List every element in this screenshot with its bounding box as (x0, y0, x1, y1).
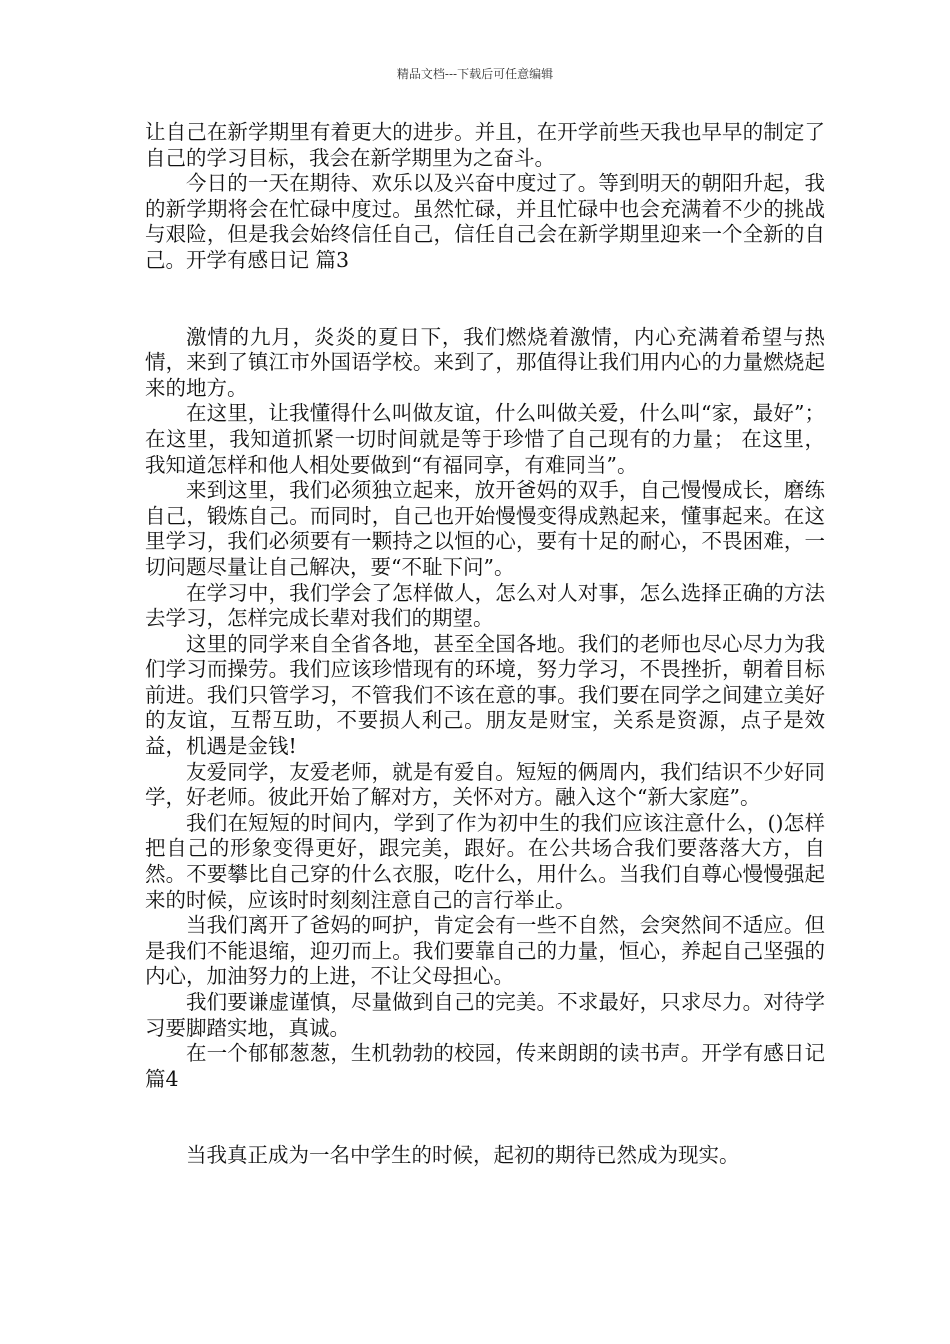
paragraph: 激情的九月，炎炎的夏日下，我们燃烧着激情，内心充满着希望与热情，来到了镇江市外国语学校。来到了，那值得让我们用内心的力量燃烧起来的地方。 (145, 324, 825, 400)
paragraph: 当我真正成为一名中学生的时候，起初的期待已然成为现实。 (186, 1143, 740, 1168)
paragraph: 在学习中，我们学会了怎样做人，怎么对人对事，怎么选择正确的方法去学习，怎样完成长辈对我们的期望。 (145, 580, 825, 631)
paragraph: 在一个郁郁葱葱，生机勃勃的校园，传来朗朗的读书声。开学有感日记 篇4 (145, 1041, 825, 1091)
paragraph: 在这里，让我懂得什么叫做友谊，什么叫做关爱，什么叫“家，最好”； 在这里，我知道抓紧一切时间就是等于珍惜了自己现有的力量； 在这里， 我知道怎样和他人相处要做到“有福同享，有难同当”。 (145, 401, 825, 477)
page-header: 精品文档---下载后可任意编辑 (396, 67, 554, 81)
paragraph: 让自己在新学期里有着更大的进步。并且，在开学前些天我也早早的制定了自己的学习目标，我会在新学期里为之奋斗。 (145, 120, 825, 170)
paragraph: 当我们离开了爸妈的呵护，肯定会有一些不自然，会突然间不适应。但是我们不能退缩，迎刃而上。我们要靠自己的力量，恒心，养起自己坚强的内心，加油努力的上进，不让父母担心。 (145, 913, 825, 989)
paragraph: 友爱同学，友爱老师，就是有爱自。短短的俩周内，我们结识不少好同学，好老师。彼此开始了解对方，关怀对方。融入这个“新大家庭”。 (145, 759, 825, 810)
paragraph: 这里的同学来自全省各地，甚至全国各地。我们的老师也尽心尽力为我们学习而操劳。我们应该珍惜现有的环境，努力学习，不畏挫折，朝着目标前进。我们只管学习，不管我们不该在意的事。我们要在同学之间建立美好的友谊，互帮互助，不要损人利己。朋友是财宝，关系是资源，点子是效益，机遇是金钱! (145, 631, 825, 759)
paragraph: 我们在短短的时间内，学到了作为初中生的我们应该注意什么，()怎样把自己的形象变得更好，跟完美，跟好。在公共场合我们要落落大方，自然。不要攀比自己穿的什么衣服，吃什么，用什么。当我们自尊心慢慢强起来的时候，应该时时刻刻注意自己的言行举止。 (145, 810, 825, 912)
paragraph: 今日的一天在期待、欢乐以及兴奋中度过了。等到明天的朝阳升起，我的新学期将会在忙碌中度过。虽然忙碌，并且忙碌中也会充满着不少的挑战与艰险，但是我会始终信任自己，信任自己会在新学期里迎来一个全新的自己。开学有感日记 篇3 (145, 171, 825, 272)
document-body (145, 120, 825, 1169)
paragraph: 来到这里，我们必须独立起来，放开爸妈的双手，自己慢慢成长，磨练自己，锻炼自己。而同时，自己也开始慢慢变得成熟起来，懂事起来。在这里学习，我们必须要有一颗持之以恒的心，要有十足的耐心，不畏困难，一切问题尽量让自己解决，要“不耻下问”。 (145, 478, 825, 579)
paragraph: 我们要谦虚谨慎，尽量做到自己的完美。不求最好，只求尽力。对待学习要脚踏实地，真诚。 (145, 990, 825, 1040)
